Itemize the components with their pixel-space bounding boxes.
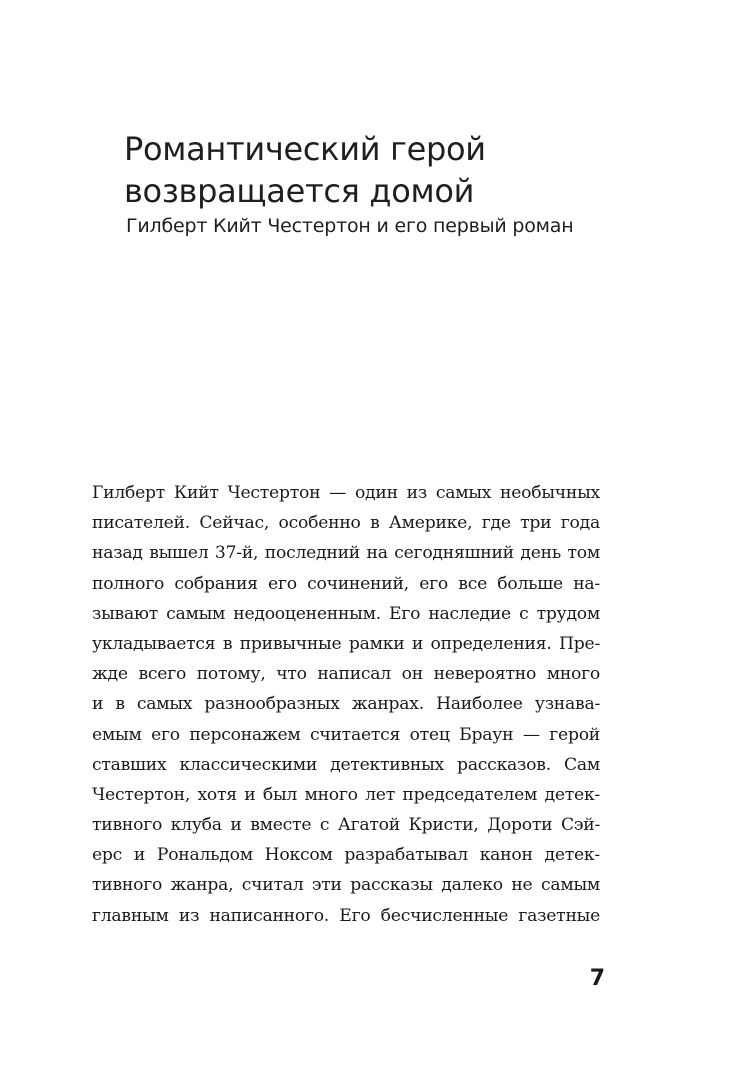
text-line: укладывается в привычные рамки и определения. Пре- — [92, 633, 600, 654]
chapter-title-line: Романтический герой — [124, 130, 486, 168]
chapter-title — [124, 128, 644, 212]
text-line: зывают самым недооцененным. Его наследие с трудом — [92, 603, 600, 624]
chapter-subtitle: Гилберт Кийт Честертон и его первый роман — [126, 215, 574, 237]
chapter-title-line: возвращается домой — [124, 172, 475, 210]
text-line: Честертон, хотя и был много лет председателем детек- — [92, 784, 600, 805]
text-line: и в самых разнообразных жанрах. Наиболее узнава- — [92, 694, 600, 715]
body-paragraph — [92, 478, 600, 931]
text-line: ставших классическими детективных рассказов. Сам — [92, 754, 600, 775]
text-line: полного собрания его сочинений, его все больше на- — [92, 573, 600, 594]
text-line: жде всего потому, что написал он невероятно много — [92, 664, 600, 685]
text-line: писателей. Сейчас, особенно в Америке, где три года — [92, 513, 600, 534]
text-line: тивного клуба и вместе с Агатой Кристи, Дороти Сэй- — [92, 815, 600, 836]
text-line: емым его персонажем считается отец Браун — герой — [92, 724, 600, 745]
text-line: тивного жанра, считал эти рассказы далеко не самым — [92, 875, 600, 896]
text-line: назад вышел 37-й, последний на сегодняшний день том — [92, 543, 600, 564]
text-line: ерс и Рональдом Ноксом разрабатывал канон детек- — [92, 845, 600, 866]
page-number: 7 — [589, 966, 605, 991]
text-line: главным из написанного. Его бесчисленные газетные — [92, 905, 600, 926]
text-line: Гилберт Кийт Честертон — один из самых необычных — [92, 483, 600, 503]
